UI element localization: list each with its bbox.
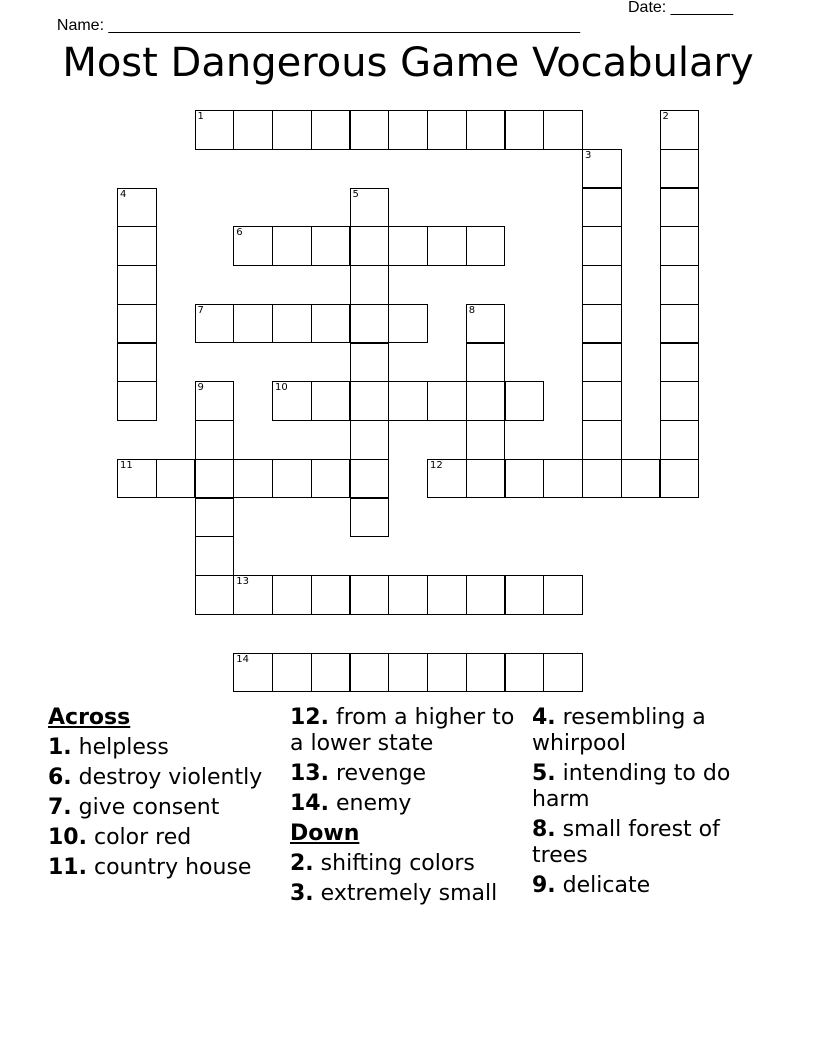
clue-column-2	[290, 705, 525, 911]
clue-column-3	[532, 705, 767, 903]
grid-cell[interactable]	[350, 575, 390, 615]
grid-cell[interactable]	[350, 226, 390, 266]
grid-cell[interactable]	[233, 226, 273, 266]
grid-cell[interactable]	[388, 226, 428, 266]
grid-cell[interactable]	[311, 575, 351, 615]
clue-across-7: 7. give consent	[48, 795, 220, 820]
grid-cell[interactable]	[660, 420, 700, 460]
grid-cell[interactable]	[427, 226, 467, 266]
grid-cell[interactable]	[195, 575, 235, 615]
grid-cell[interactable]	[582, 149, 622, 189]
page-title: Most Dangerous Game Vocabulary	[62, 40, 754, 86]
grid-cell[interactable]	[660, 188, 700, 228]
grid-cell[interactable]	[117, 343, 157, 383]
grid-cell[interactable]	[505, 459, 545, 499]
grid-cell[interactable]	[388, 575, 428, 615]
clue-down-2: 2. shifting colors	[290, 851, 475, 876]
grid-cell[interactable]	[582, 226, 622, 266]
grid-cell[interactable]	[195, 304, 235, 344]
grid-cell[interactable]	[311, 226, 351, 266]
grid-cell[interactable]	[582, 381, 622, 421]
grid-cell[interactable]	[272, 226, 312, 266]
grid-cell[interactable]	[350, 459, 390, 499]
clue-down-9: 9. delicate	[532, 873, 651, 898]
clue-number: 14	[236, 653, 249, 665]
grid-cell[interactable]	[427, 575, 467, 615]
clue-down-4: 4. resembling a whirpool	[532, 705, 706, 756]
grid-cell[interactable]	[350, 304, 390, 344]
grid-cell[interactable]	[621, 459, 661, 499]
clue-down-8: 8. small forest of trees	[532, 817, 720, 868]
grid-cell[interactable]	[427, 653, 467, 693]
clue-number: 4	[120, 188, 127, 200]
grid-cell[interactable]	[582, 188, 622, 228]
clue-number: 9	[197, 382, 204, 394]
date-field-label: Date: _______	[628, 0, 733, 16]
name-field-label: Name: _____________________________________________________	[56, 17, 581, 34]
grid-cell[interactable]	[660, 304, 700, 344]
grid-cell[interactable]	[350, 343, 390, 383]
grid-cell[interactable]	[466, 653, 506, 693]
clue-number: 11	[120, 459, 133, 471]
grid-cell[interactable]	[195, 110, 235, 150]
grid-cell[interactable]	[117, 381, 157, 421]
clue-across-13: 13. revenge	[290, 761, 427, 786]
grid-cell[interactable]	[195, 498, 235, 538]
clue-number: 6	[236, 227, 243, 239]
grid-cell[interactable]	[582, 459, 622, 499]
grid-cell[interactable]	[272, 304, 312, 344]
grid-cell[interactable]	[311, 304, 351, 344]
clue-across-1: 1. helpless	[48, 735, 169, 760]
grid-cell[interactable]	[117, 304, 157, 344]
grid-cell[interactable]	[233, 575, 273, 615]
across-heading: Across	[48, 705, 131, 730]
grid-cell[interactable]	[427, 381, 467, 421]
grid-cell[interactable]	[505, 575, 545, 615]
grid-cell[interactable]	[311, 653, 351, 693]
down-heading: Down	[290, 821, 360, 846]
grid-cell[interactable]	[466, 459, 506, 499]
grid-cell[interactable]	[233, 304, 273, 344]
grid-cell[interactable]	[117, 459, 157, 499]
grid-cell[interactable]	[195, 381, 235, 421]
grid-cell[interactable]	[388, 653, 428, 693]
grid-cell[interactable]	[660, 149, 700, 189]
grid-cell[interactable]	[660, 265, 700, 305]
clue-number: 1	[197, 111, 204, 122]
grid-cell[interactable]	[156, 459, 196, 499]
clue-across-12: 12. from a higher to a lower state	[290, 705, 515, 756]
grid-cell[interactable]	[272, 459, 312, 499]
grid-cell[interactable]	[233, 653, 273, 693]
grid-cell[interactable]	[466, 575, 506, 615]
clue-across-10: 10. color red	[48, 825, 192, 850]
grid-cell[interactable]	[660, 226, 700, 266]
grid-cell[interactable]	[505, 381, 545, 421]
grid-cell[interactable]	[117, 226, 157, 266]
grid-cell[interactable]	[582, 343, 622, 383]
clue-across-14: 14. enemy	[290, 791, 412, 816]
grid-cell[interactable]	[543, 575, 583, 615]
grid-cell[interactable]	[195, 459, 235, 499]
clue-number: 8	[468, 304, 476, 316]
clue-across-11: 11. country house	[48, 855, 252, 880]
grid-cell[interactable]	[350, 265, 390, 305]
grid-cell[interactable]	[582, 304, 622, 344]
clue-across-6: 6. destroy violently	[48, 765, 263, 790]
clue-number: 3	[585, 149, 592, 161]
clue-down-3: 3. extremely small	[290, 881, 498, 906]
grid-cell[interactable]	[117, 265, 157, 305]
grid-cell[interactable]	[233, 459, 273, 499]
grid-cell[interactable]	[505, 653, 545, 693]
grid-cell[interactable]	[272, 110, 312, 150]
clue-number: 10	[275, 382, 288, 394]
grid-cell[interactable]	[543, 459, 583, 499]
grid-cell[interactable]	[427, 459, 467, 499]
grid-cell[interactable]	[272, 575, 312, 615]
grid-cell[interactable]	[350, 381, 390, 421]
grid-cell[interactable]	[195, 420, 235, 460]
grid-cell[interactable]	[427, 110, 467, 150]
grid-cell[interactable]	[582, 265, 622, 305]
grid-cell[interactable]	[117, 188, 157, 228]
grid-cell[interactable]	[350, 498, 390, 538]
grid-cell[interactable]	[466, 304, 506, 344]
clue-number: 2	[662, 111, 669, 122]
grid-cell[interactable]	[582, 420, 622, 460]
grid-cell[interactable]	[388, 381, 428, 421]
grid-cell[interactable]	[466, 343, 506, 383]
grid-cell[interactable]	[311, 381, 351, 421]
grid-cell[interactable]	[350, 188, 390, 228]
grid-cell[interactable]	[272, 381, 312, 421]
grid-cell[interactable]	[350, 653, 390, 693]
grid-cell[interactable]	[660, 381, 700, 421]
grid-cell[interactable]	[233, 110, 273, 150]
grid-cell[interactable]	[350, 420, 390, 460]
grid-cell[interactable]	[505, 110, 545, 150]
grid-cell[interactable]	[311, 110, 351, 150]
grid-cell[interactable]	[272, 653, 312, 693]
grid-cell[interactable]	[388, 304, 428, 344]
clue-column-1	[48, 705, 283, 885]
clue-down-5: 5. intending to do harm	[532, 761, 731, 812]
clue-number: 5	[352, 188, 359, 200]
grid-cell[interactable]	[195, 536, 235, 576]
clue-number: 13	[236, 576, 249, 587]
clue-number: 7	[197, 304, 204, 316]
grid-cell[interactable]	[466, 226, 506, 266]
grid-cell[interactable]	[466, 110, 506, 150]
grid-cell[interactable]	[466, 381, 506, 421]
grid-cell[interactable]	[660, 110, 700, 150]
grid-cell[interactable]	[660, 343, 700, 383]
grid-cell[interactable]	[466, 420, 506, 460]
grid-cell[interactable]	[311, 459, 351, 499]
grid-cell[interactable]	[660, 459, 700, 499]
grid-cell[interactable]	[350, 110, 390, 150]
clue-number: 12	[430, 459, 443, 471]
grid-cell[interactable]	[543, 110, 583, 150]
grid-cell[interactable]	[388, 110, 428, 150]
grid-cell[interactable]	[543, 653, 583, 693]
